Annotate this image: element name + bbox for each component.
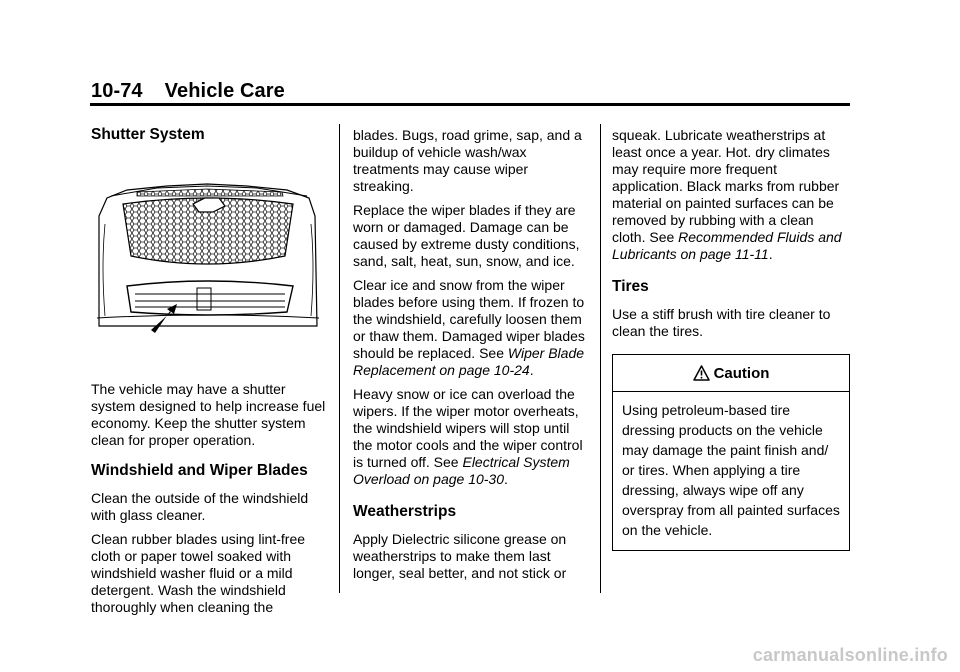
windshield-wiper-heading: Windshield and Wiper Blades [91, 462, 308, 479]
heavy-snow-body: Heavy snow or ice can overload the wipers. If the wiper motor overheats, the windshield wipers will stop until the motor cools and the wiper control is turned off. See [353, 386, 583, 470]
caution-text: Using petroleum-based tire dressing products on the vehicle may damage the paint finish and/ or tires. When applying a tire dressing, always wipe off any overspray from all painted surfaces on the vehicle. [622, 402, 840, 538]
section-title: Vehicle Care [164, 80, 285, 102]
tires-heading: Tires [612, 278, 649, 295]
caution-title: Caution [713, 364, 770, 382]
windshield-text-2: Clean rubber blades using lint-free cloth or paper towel soaked with windshield washer fluid or a mild detergent. Wash the windshield thoroughly when cleaning the [91, 531, 306, 615]
period: . [504, 471, 508, 487]
wiper-streaking-text: blades. Bugs, road grime, sap, and a buildup of vehicle wash/wax treatments may cause wiper streaking. [353, 127, 582, 194]
caution-box [612, 354, 850, 551]
shutter-system-text: The vehicle may have a shutter system designed to help increase fuel economy. Keep the shutter system clean for proper operation. [91, 381, 326, 448]
clear-ice-text [353, 277, 589, 379]
column-2 [353, 127, 589, 589]
clear-ice-body: Clear ice and snow from the wiper blades before using them. If frozen to the windshield, carefully loosen them or thaw them. Damaged wiper blades should be replaced. See [353, 277, 585, 361]
column-1 [91, 125, 327, 623]
weatherstrips-heading: Weatherstrips [353, 503, 457, 520]
column-divider-1 [339, 124, 340, 593]
tires-text: Use a stiff brush with tire cleaner to clean the tires. [612, 306, 831, 339]
column-3 [612, 127, 848, 551]
weatherstrips-text: Apply Dielectric silicone grease on weatherstrips to make them last longer, seal better, and not stick or [353, 531, 567, 581]
warning-triangle-icon [693, 365, 710, 381]
replace-blades-text: Replace the wiper blades if they are worn or damaged. Damage can be caused by extreme dusty conditions, sand, salt, heat, sun, snow, and ice. [353, 202, 580, 269]
page-number: 10-74 [91, 80, 143, 102]
recommended-fluids-ref[interactable]: Recommended Fluids and Lubricants on page 11-11 [612, 229, 842, 262]
lubricate-body: squeak. Lubricate weatherstrips at least once a year. Hot. dry climates may require more frequent application. Black marks from rubber material on painted surfaces can be removed by rubbing with a clean cloth. See [612, 127, 840, 245]
page-header [91, 80, 285, 103]
shutter-grille-illustration [97, 176, 319, 336]
lubricate-text [612, 127, 848, 263]
header-rule [90, 103, 850, 106]
windshield-text-1: Clean the outside of the windshield with glass cleaner. [91, 490, 309, 523]
period: . [529, 362, 534, 378]
column-divider-2 [600, 124, 601, 593]
watermark: carmanualsonline.info [752, 645, 948, 665]
heavy-snow-text [353, 386, 589, 488]
wiper-blade-replacement-ref[interactable]: Wiper Blade Replacement on page 10-24 [353, 345, 585, 378]
shutter-system-heading: Shutter System [91, 126, 205, 143]
period: . [768, 246, 773, 262]
caution-header [613, 355, 849, 392]
electrical-overload-ref[interactable]: Electrical System Overload on page 10-30 [353, 454, 570, 487]
